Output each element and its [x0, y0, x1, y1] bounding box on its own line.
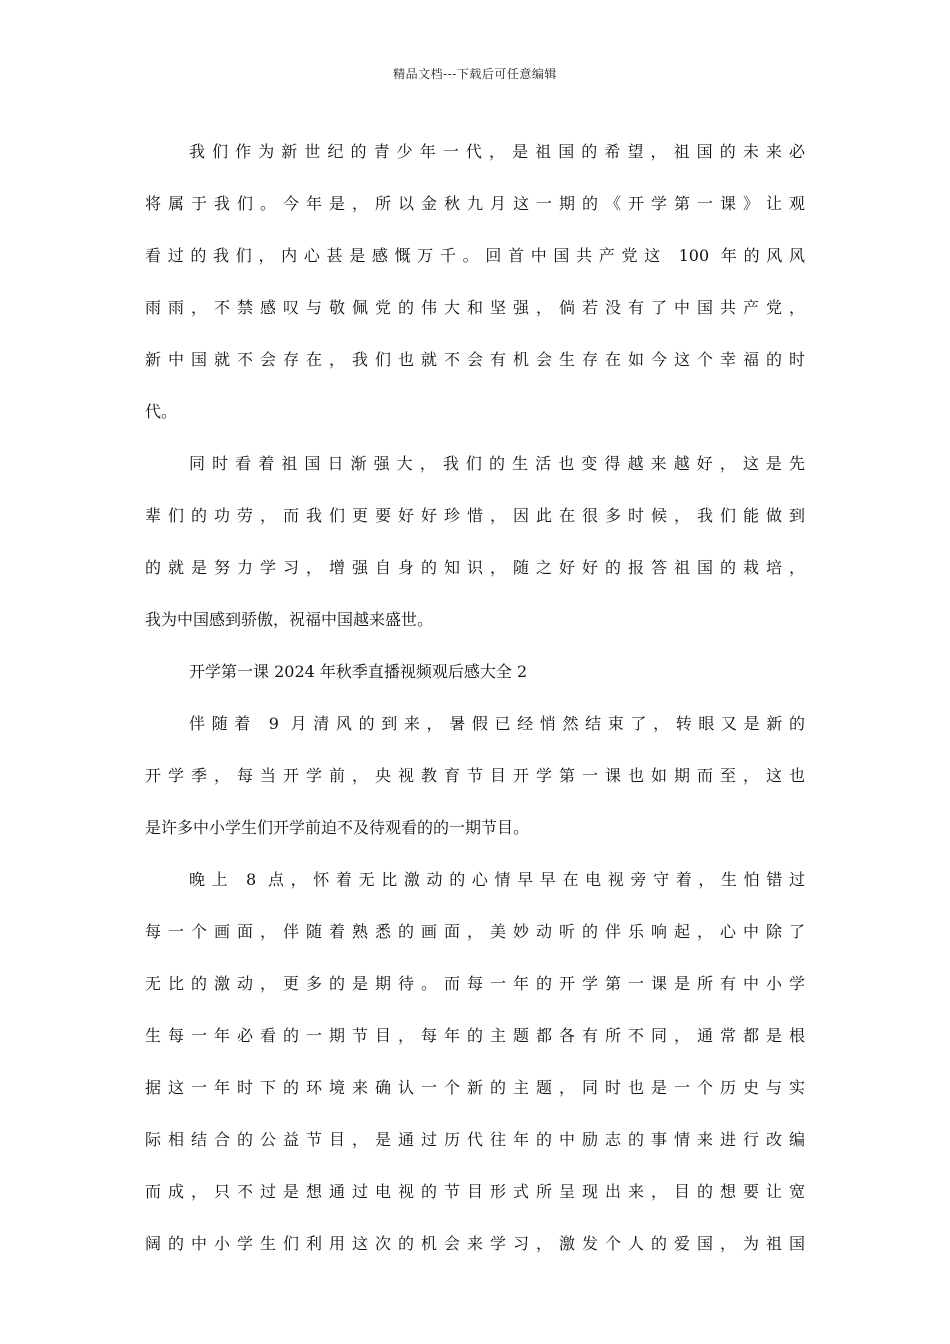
text-line: 生每一年必看的一期节目，每年的主题都各有所不同，通常都是根 — [145, 1026, 805, 1045]
text-line: 开学季，每当开学前，央视教育节目开学第一课也如期而至，这也 — [145, 766, 805, 785]
paragraph — [145, 702, 805, 858]
text-line: 雨雨，不禁感叹与敬佩党的伟大和坚强，倘若没有了中国共产党， — [145, 298, 805, 317]
text-line: 际相结合的公益节目，是通过历代往年的中励志的事情来进行改编 — [145, 1130, 805, 1149]
text-line: 是许多中小学生们开学前迫不及待观看的的一期节目。 — [145, 818, 530, 837]
text-line: 每一个画面，伴随着熟悉的画面，美妙动听的伴乐响起，心中除了 — [145, 922, 805, 941]
paragraph — [145, 858, 805, 1274]
text-line: 阔的中小学生们利用这次的机会来学习，激发个人的爱国，为祖国 — [145, 1234, 805, 1253]
text-line: 而成，只不过是想通过电视的节目形式所呈现出来，目的想要让宽 — [145, 1182, 805, 1201]
text-line: 新中国就不会存在，我们也就不会有机会生存在如今这个幸福的时 — [145, 350, 805, 369]
text-line: 伴随着 9 月清风的到来，暑假已经悄然结束了，转眼又是新的 — [189, 714, 805, 733]
section-heading — [145, 650, 805, 702]
text-line: 我为中国感到骄傲，祝福中国越来盛世。 — [145, 610, 434, 629]
paragraph — [145, 130, 805, 442]
text-line: 的就是努力学习，增强自身的知识，随之好好的报答祖国的栽培， — [145, 558, 805, 577]
text-line: 晚上 8 点，怀着无比激动的心情早早在电视旁守着，生怕错过 — [189, 870, 805, 889]
document-body — [145, 130, 805, 1274]
text-line: 代。 — [145, 402, 178, 421]
text-line: 辈们的功劳，而我们更要好好珍惜，因此在很多时候，我们能做到 — [145, 506, 805, 525]
text-line: 看过的我们，内心甚是感慨万千。回首中国共产党这 100 年的风风 — [145, 246, 805, 265]
document-header: 精品文档---下载后可任意编辑 — [393, 67, 557, 81]
text-line: 将属于我们。今年是，所以金秋九月这一期的《开学第一课》让观 — [145, 194, 805, 213]
section-heading-text: 开学第一课 2024 年秋季直播视频观后感大全 2 — [189, 662, 528, 681]
text-line: 我们作为新世纪的青少年一代，是祖国的希望，祖国的未来必 — [189, 142, 805, 161]
text-line: 同时看着祖国日渐强大，我们的生活也变得越来越好，这是先 — [189, 454, 805, 473]
paragraph — [145, 442, 805, 650]
text-line: 无比的激动，更多的是期待。而每一年的开学第一课是所有中小学 — [145, 974, 805, 993]
text-line: 据这一年时下的环境来确认一个新的主题，同时也是一个历史与实 — [145, 1078, 805, 1097]
